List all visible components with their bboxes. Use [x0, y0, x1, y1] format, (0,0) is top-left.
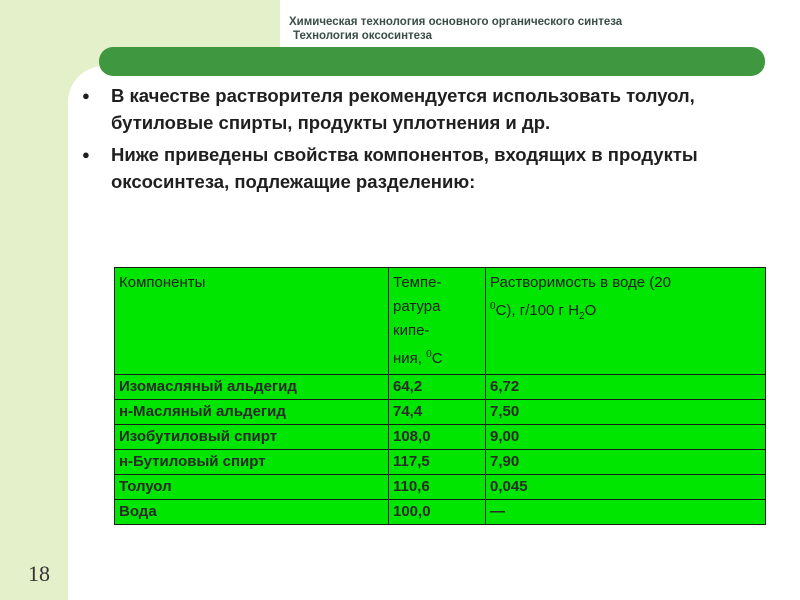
properties-table: [114, 267, 766, 525]
table-row: [115, 375, 766, 400]
header-temp-text: ния,: [393, 350, 427, 367]
header-line-1: Химическая технология основного органического синтеза: [289, 16, 623, 28]
header-temp-line: [393, 343, 481, 371]
table-row: [115, 425, 766, 450]
cell-boiling: 100,0: [389, 500, 486, 525]
table-row: [115, 500, 766, 525]
header-temp-unit: С: [431, 350, 443, 367]
header-temp-line: кипе-: [393, 322, 430, 339]
header-solubility: [486, 268, 766, 375]
bullet-dot-icon: ●: [82, 88, 90, 103]
cell-component: Вода: [115, 500, 389, 525]
header-temp-line: Темпе-: [393, 274, 442, 291]
table-row: [115, 475, 766, 500]
bullet-item: [82, 141, 742, 195]
cell-solubility: —: [486, 500, 766, 525]
header-sol-text: О: [584, 302, 597, 319]
bullet-text: В качестве растворителя рекомендуется использовать толуол, бутиловые спирты, продукты уплотнения и др.: [111, 85, 695, 133]
cell-component: н-Бутиловый спирт: [115, 450, 389, 475]
cell-boiling: 64,2: [389, 375, 486, 400]
header-line-2: Технология оксосинтеза: [293, 30, 433, 42]
page-number: 18: [28, 561, 50, 586]
cell-boiling: 117,5: [389, 450, 486, 475]
cell-component: н-Масляный альдегид: [115, 400, 389, 425]
bullet-item: [82, 82, 742, 136]
table-row: [115, 450, 766, 475]
cell-solubility: 6,72: [486, 375, 766, 400]
header-components: [115, 268, 389, 375]
degree-sup: 0: [426, 349, 432, 360]
header-temp-line: ратура: [393, 298, 441, 315]
cell-component: Изобутиловый спирт: [115, 425, 389, 450]
cell-solubility: 7,90: [486, 450, 766, 475]
cell-boiling: 108,0: [389, 425, 486, 450]
title-bar: [99, 47, 765, 76]
cell-boiling: 110,6: [389, 475, 486, 500]
table-header-row: [115, 268, 766, 375]
cell-boiling: 74,4: [389, 400, 486, 425]
subscript-2: 2: [579, 311, 585, 322]
cell-solubility: 7,50: [486, 400, 766, 425]
degree-sup: 0: [490, 301, 496, 312]
slide-header: [289, 15, 622, 43]
bullet-list: [82, 82, 742, 200]
cell-component: Толуол: [115, 475, 389, 500]
header-boiling-temp: [389, 268, 486, 375]
header-sol-text: С), г/100 г Н: [495, 302, 580, 319]
header-components-label: Компоненты: [119, 274, 206, 291]
cell-solubility: 9,00: [486, 425, 766, 450]
cell-solubility: 0,045: [486, 475, 766, 500]
bullet-text: Ниже приведены свойства компонентов, входящих в продукты оксосинтеза, подлежащие разделению:: [111, 144, 698, 192]
bullet-dot-icon: ●: [82, 147, 90, 162]
cell-component: Изомасляный альдегид: [115, 375, 389, 400]
table-row: [115, 400, 766, 425]
header-sol-text: Растворимость в воде (20: [490, 274, 671, 291]
